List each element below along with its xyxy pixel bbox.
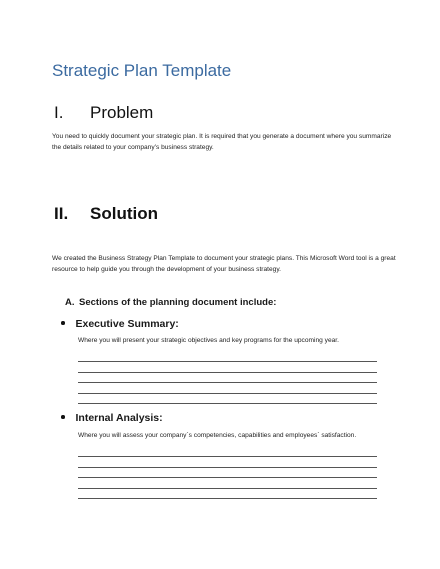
fill-in-line[interactable] (78, 383, 377, 393)
subsection-label: A. (65, 297, 75, 308)
fill-in-lines (78, 447, 377, 499)
bullet-heading-text: Executive Summary: (75, 318, 179, 330)
fill-in-line[interactable] (78, 394, 377, 404)
section-title: Solution (90, 204, 158, 223)
bullet-icon (61, 415, 65, 419)
section-heading-solution (54, 204, 158, 224)
problem-paragraph: You need to quickly document your strategic plan. It is required that you generate a document where you summarize the details related to your company’s business strategy. (52, 133, 392, 151)
fill-in-line[interactable] (78, 457, 377, 467)
section-number: I. (54, 103, 64, 122)
fill-in-line[interactable] (78, 373, 377, 383)
section-title: Problem (90, 103, 154, 122)
bullet-heading-internal-analysis (61, 412, 163, 424)
bullet-heading-text: Internal Analysis: (75, 412, 163, 424)
fill-in-line[interactable] (78, 352, 377, 362)
section-number: II. (54, 204, 69, 223)
fill-in-line[interactable] (78, 447, 377, 457)
bullet-icon (61, 321, 65, 325)
fill-in-line[interactable] (78, 489, 377, 499)
bullet-description: Where you will assess your company`s competencies, capabilities and employees` satisfaction. (78, 432, 357, 439)
fill-in-line[interactable] (78, 478, 377, 488)
fill-in-lines (78, 352, 377, 404)
bullet-heading-executive-summary (61, 318, 179, 330)
solution-paragraph: We created the Business Strategy Plan Template to document your strategic plans. This Microsoft Word tool is a great resource to help guide you through the development of your business strategy. (52, 255, 396, 273)
subsection-title: Sections of the planning document include: (79, 297, 277, 308)
subsection-heading (65, 297, 276, 308)
fill-in-line[interactable] (78, 468, 377, 478)
bullet-description: Where you will present your strategic objectives and key programs for the upcoming year. (78, 337, 339, 344)
section-heading-problem (54, 103, 153, 123)
fill-in-line[interactable] (78, 362, 377, 372)
document-title: Strategic Plan Template (52, 61, 232, 80)
